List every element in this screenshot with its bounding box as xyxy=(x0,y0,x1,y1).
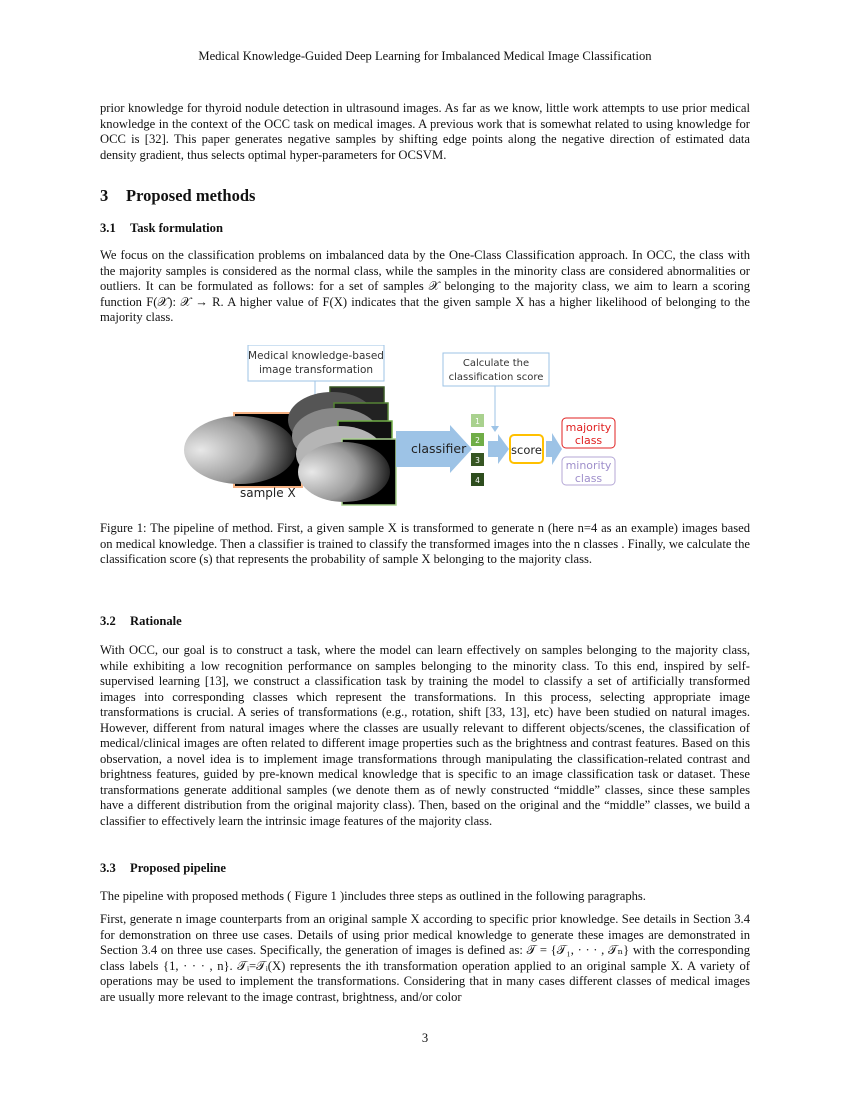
transform-label-line1: Medical knowledge-based xyxy=(248,350,384,362)
subsection-heading xyxy=(100,861,226,876)
class-index-3-label: 3 xyxy=(475,456,480,465)
subsection-number: 3.3 xyxy=(100,861,116,875)
minority-line1: minority xyxy=(565,459,612,472)
class-index-1-label: 1 xyxy=(475,417,480,426)
transform-label-line2: image transformation xyxy=(258,364,374,376)
score-connector-head xyxy=(491,426,499,432)
running-head: Medical Knowledge-Guided Deep Learning for Imbalanced Medical Image Classification xyxy=(198,49,652,63)
rationale-paragraph: With OCC, our goal is to construct a task, where the model can learn effectively on samples belonging to the majority class, while exhibiting a low recognition performance on samples belonging to the minority class. To this end, inspired by self-supervised learning [13], we construct a classification task by training the model to classify a set of artificially transformed images into corresponding classes which represent the transformations. In this process, selecting appropriate image transformations is crucial. A series of transformations (e.g., rotation, shift [33, 13], etc) have been studied on natural images. However, different from natural images where the classes are usually relevant to different objects/scenes, the classification of medical/clinical images are often related to different image properties such as the brightness and contrast features. Based on this observation, a novel idea is to implement image transformations through manipulating the classification-related contrast and brightness features, guided by pre-known medical knowledge that is specific to an image classification task or dataset. These transformations generate additional samples (we denote them as of newly constructed “middle” classes, since these samples have a different distribution from the original majority class). Then, based on the original and the “middle” classes, we build a classifier to effectively learn the intrinsic image features of the majority class. xyxy=(100,643,750,828)
pipeline-diagram xyxy=(100,345,750,515)
intro-paragraph: prior knowledge for thyroid nodule detection in ultrasound images. As far as we know, little work attempts to use prior medical knowledge in the context of the OCC task on medical images. A previous work that is somewhat related to using knowledge for OCC is [32]. This paper generates negative samples by shifting edge points along the negative direction of estimated data density gradient, thus selects optimal hyper-parameters for OCSVM. xyxy=(100,101,750,162)
subsection-heading xyxy=(100,221,223,236)
classifier-label: classifier xyxy=(411,441,467,456)
arrow-to-score xyxy=(488,434,509,464)
subsection-title: Proposed pipeline xyxy=(130,861,226,875)
majority-line2: class xyxy=(574,434,603,447)
class-index-4-label: 4 xyxy=(475,476,480,485)
subsection-heading xyxy=(100,614,182,629)
transformed-images-stack xyxy=(288,387,396,505)
subsection-title: Rationale xyxy=(130,614,182,628)
arrow-to-classes xyxy=(546,433,562,465)
page-number: 3 xyxy=(421,1031,429,1045)
section-title: Proposed methods xyxy=(126,186,256,205)
task-formulation-paragraph: We focus on the classification problems on imbalanced data by the One-Class Classification approach. In OCC, the class with the majority samples is considered as the normal class, while the samples in the minority class are considered abnormalities or outliers. It can be formulated as follows: for a set of samples 𝒳 belonging to the majority class, we aim to learn a scoring function F(𝒳): 𝒳 → R. A higher value of F(X) indicates that the given sample X has a higher likelihood of belonging to the majority class. xyxy=(100,248,750,324)
subsection-number: 3.2 xyxy=(100,614,116,628)
score-label-line1: Calculate the xyxy=(462,358,530,369)
pipeline-intro-paragraph: The pipeline with proposed methods ( Figure 1 )includes three steps as outlined in the following paragraphs. xyxy=(100,889,646,903)
sample-label: sample X xyxy=(240,486,296,500)
pipeline-first-paragraph: First, generate n image counterparts from an original sample X according to specific prior knowledge. See details in Section 3.4 for demonstration on three use cases. Details of using prior medical knowledge to generate these images are demonstrated in Section 3.4 on three use cases. Specifically, the generation of images is defined as: 𝒯 = {𝒯₁, · · · , 𝒯ₙ} with the corresponding class labels {1, · · · , n}. 𝒯ᵢ=𝒯ᵢ(X) represents the ith transformation operation applied to an original sample X. A variety of operations may be used to implement the transformations. Considering that in many cases different classes of medical images are usually more relevant to the image contrast, brightness, and/or color xyxy=(100,912,750,1004)
section-heading xyxy=(100,186,255,206)
majority-line1: majority xyxy=(565,421,612,434)
class-index-2-label: 2 xyxy=(475,436,480,445)
section-number: 3 xyxy=(100,186,109,205)
score-text: score xyxy=(511,443,542,457)
subsection-title: Task formulation xyxy=(130,221,223,235)
score-label-line2: classification score xyxy=(448,372,544,383)
pipeline-figure xyxy=(100,345,750,515)
subsection-number: 3.1 xyxy=(100,221,116,235)
minority-line2: class xyxy=(574,472,603,485)
figure-caption: Figure 1: The pipeline of method. First, a given sample X is transformed to generate n (here n=4 as an example) images based on medical knowledge. Then a classifier is trained to classify the transformed images into the n classes . Finally, we calculate the classification score (s) that represents the probability of sample X belonging to the majority class. xyxy=(100,521,750,566)
sample-image-tissue xyxy=(184,416,296,484)
